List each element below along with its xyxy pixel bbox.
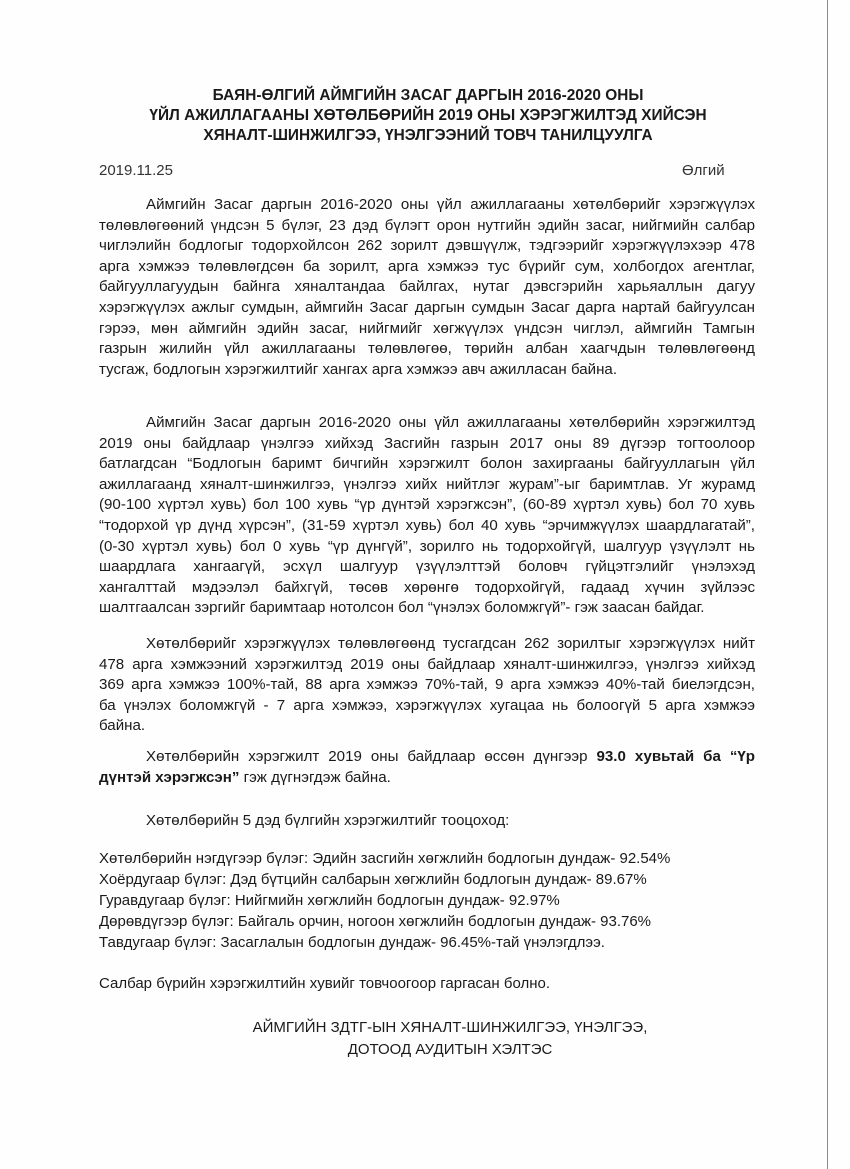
summary-text: гэж дүгнэгдэж байна. — [239, 768, 391, 786]
text-line — [99, 768, 755, 789]
paragraph-results — [99, 634, 755, 737]
section-item: Дөрөвдүгээр бүлэг: Байгаль орчин, ногоон хөгжлийн бодлогын дундаж- 93.76% — [99, 913, 652, 930]
text-line: (90-100 хүртэл хувь) бол 100 хувь “үр дүнтэй хэрэгжсэн”, (60-89 хүртэл хувь) бол 70 хувь — [99, 496, 755, 514]
text-line: байгууллагуудын байнга хяналтандаа байлгах, нутаг дэвсгэрийн харьяаллын дагуу — [99, 278, 755, 296]
section-item: Хоёрдугаар бүлэг: Дэд бүтцийн салбарын хөгжлийн бодлогын дундаж- 89.67% — [99, 871, 647, 888]
text-line: хангалттай мэдээлэл байхгүй, төсөв хөрөнгө тодорхойгүй, гадаад хүчин зүйлээс — [99, 578, 755, 596]
document-title — [60, 86, 796, 146]
text-line: хэрэгжүүлэх ажлыг сумдын, аймгийн Засаг даргын сумдын Засаг дарга нартай байгуулсан — [99, 298, 755, 316]
signature-block — [200, 1017, 700, 1061]
text-line: гэрээ, мөн аймгийн эдийн засаг, нийгмийг хөгжүүлэх үндсэн чиглэл, аймгийн Тамгын — [99, 319, 755, 337]
text-line: Аймгийн Засаг даргын 2016-2020 оны үйл ажиллагааны хөтөлбөрийг хэрэгжүүлэх — [146, 196, 755, 213]
text-line: Аймгийн Засаг даргын 2016-2020 оны үйл ажиллагааны хөтөлбөрийн хэрэгжилтэд — [146, 414, 755, 431]
text-line: ба үнэлэх боломжгүй - 7 арга хэмжээ, хэрэгжүүлэх хугацаа нь болоогүй 5 арга хэмжээ — [99, 696, 755, 714]
text-line — [99, 747, 755, 768]
text-line: Хөтөлбөрийг хэрэгжүүлэх төлөвлөгөөнд тусгагдсан 262 зорилтыг хэрэгжүүлэх нийт — [146, 635, 755, 652]
document-place: Өлгий — [682, 162, 725, 179]
text-line: шаардлага хангаагүй, эсхүл шалгуур үзүүлэлттэй боловч гүйцэтгэлийг үнэлэхэд — [99, 558, 755, 576]
paragraph-intro — [99, 195, 755, 380]
scan-edge-line — [827, 0, 828, 1169]
paragraph-summary — [99, 747, 755, 788]
section-item: Гуравдугаар бүлэг: Нийгмийн хөгжлийн бодлогын дундаж- 92.97% — [99, 892, 560, 909]
text-line: 478 арга хэмжээний хэрэгжилтэд 2019 оны байдлаар хяналт-шинжилгээ, үнэлгээ хийхэд — [99, 655, 755, 673]
sections-list — [99, 848, 670, 953]
signature-line: ДОТООД АУДИТЫН ХЭЛТЭС — [347, 1041, 553, 1058]
text-line: арга хэмжээ төлөвлөгдсөн ба зорилт, арга хэмжээ тус бүрийг сум, холбогдох агентлаг, — [99, 257, 755, 275]
section-item: Тавдугаар бүлэг: Засаглалын бодлогын дундаж- 96.45%-тай үнэлэгдлээ. — [99, 934, 605, 951]
document-date: 2019.11.25 — [99, 162, 173, 179]
text-line: батлагдсан “Бодлогын баримт бичгийн хэрэгжилт болон захиргааны байгууллагын үйл — [99, 455, 755, 473]
text-line: чиглэлийн бодлогыг тодорхойлсон 262 зорилт дэвшүүлж, тэдгээрийг хэрэгжүүлэхээр 478 — [99, 237, 755, 255]
closing-sentence: Салбар бүрийн хэрэгжилтийн хувийг товчоогоор гаргасан болно. — [99, 975, 550, 992]
title-line: ХЯНАЛТ-ШИНЖИЛГЭЭ, ҮНЭЛГЭЭНИЙ ТОВЧ ТАНИЛЦУУЛГА — [203, 127, 653, 144]
title-line: БАЯН-ӨЛГИЙ АЙМГИЙН ЗАСАГ ДАРГЫН 2016-2020 ОНЫ — [212, 87, 644, 104]
signature-line: АЙМГИЙН ЗДТГ-ЫН ХЯНАЛТ-ШИНЖИЛГЭЭ, ҮНЭЛГЭЭ, — [252, 1019, 648, 1036]
paragraph-methodology — [99, 413, 755, 619]
summary-text: Хөтөлбөрийн хэрэгжилт 2019 оны байдлаар өссөн дүнгээр — [146, 748, 597, 765]
text-line: тусгаж, бодлогын хэрэгжилтийг хангах арга хэмжээ авч ажилласан байна. — [99, 360, 618, 378]
text-line: шалтгаалсан зэргийг баримтаар нотолсон бол “үнэлэх боломжгүй”- гэж заасан байдаг. — [99, 599, 705, 617]
text-line: төлөвлөгөөний үндсэн 5 бүлэг, 23 дэд бүлэгт орон нутгийн эдийн засаг, нийгмийн салбар — [99, 216, 755, 234]
text-line: 369 арга хэмжээ 100%-тай, 88 арга хэмжээ 70%-тай, 9 арга хэмжээ 40%-тай биелэгдсэн, — [99, 676, 755, 694]
text-line: ажиллагаанд хяналт-шинжилгээ, үнэлгээ хийх нийтлэг журам”-ыг баримтлав. Уг журамд — [99, 475, 755, 493]
title-line: ҮЙЛ АЖИЛЛАГААНЫ ХӨТӨЛБӨРИЙН 2019 ОНЫ ХЭРЭГЖИЛТЭД ХИЙСЭН — [149, 107, 707, 124]
text-line: 2019 оны байдлаар үнэлгээ хийхэд Засгийн газрын 2017 оны 89 дүгээр тогтоолоор — [99, 434, 755, 452]
summary-bold-text: дүнтэй хэрэгжсэн” — [99, 768, 240, 786]
sections-intro: Хөтөлбөрийн 5 дэд бүлгийн хэрэгжилтийг тооцоход: — [146, 812, 510, 829]
text-line: байна. — [99, 717, 146, 735]
text-line: газрын жилийн үйл ажиллагааны төлөвлөгөө, төрийн албан хаагчдын төлөвлөгөөнд — [99, 340, 755, 358]
text-line: (0-30 хүртэл хувь) бол 0 хувь “үр дүнгүй”, зорилго нь тодорхойгүй, шалгуур үзүүлэлт нь — [99, 537, 755, 555]
text-line: “тодорхой үр дүнд хүрсэн”, (31-59 хүртэл хувь) бол 40 хувь “эрчимжүүлэх шаардлагатай”, — [99, 516, 755, 534]
section-item: Хөтөлбөрийн нэгдүгээр бүлэг: Эдийн засгийн хөгжлийн бодлогын дундаж- 92.54% — [99, 850, 671, 867]
summary-bold-text: 93.0 хувьтай ба “Үр — [596, 748, 756, 765]
